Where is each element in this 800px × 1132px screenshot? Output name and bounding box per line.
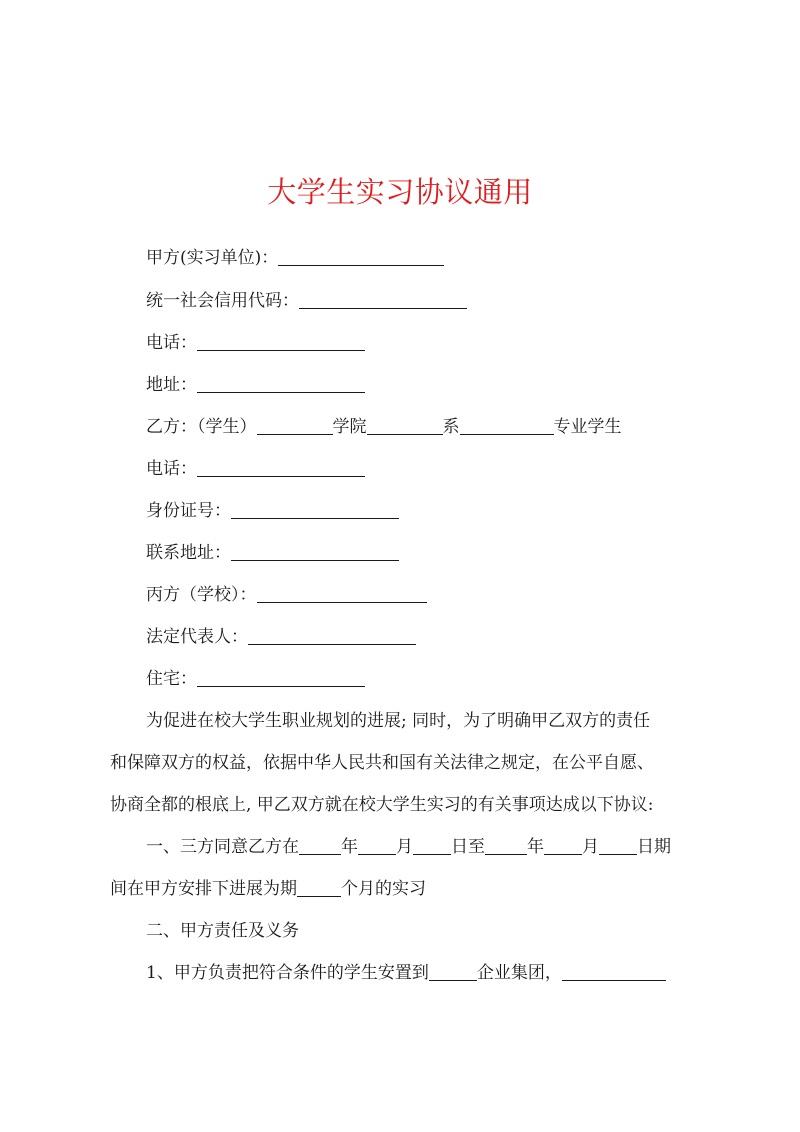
clause-1-prefix: 一、三方同意乙方在 [146, 837, 299, 857]
phone-b-blank[interactable] [197, 458, 365, 477]
start-day-blank[interactable] [413, 836, 451, 855]
start-year-label: 年 [341, 837, 358, 857]
legal-rep-label: 法定代表人： [146, 627, 248, 647]
document-title: 大学生实习协议通用 [267, 175, 533, 209]
field-legal-rep [146, 625, 416, 649]
major-student-label: 专业学生 [553, 417, 622, 437]
day-to-label: 日至 [451, 837, 485, 857]
day-period-label: 日期 [637, 837, 671, 857]
credit-code-blank[interactable] [299, 290, 467, 309]
field-party-c [146, 583, 427, 607]
months-blank[interactable] [297, 878, 341, 897]
department-label: 系 [442, 417, 460, 437]
section-2-heading: 二、甲方责任及义务 [146, 921, 299, 941]
college-label: 学院 [332, 417, 367, 437]
id-number-blank[interactable] [231, 500, 399, 519]
start-month-label: 月 [396, 837, 413, 857]
party-b-name-blank[interactable] [257, 416, 333, 435]
phone-a-label: 电话： [146, 333, 197, 353]
item-1-trailing-blank[interactable] [562, 962, 666, 981]
item-1-line [146, 961, 666, 985]
contact-address-label: 联系地址： [146, 543, 231, 563]
clause-1-line-2 [110, 877, 426, 901]
address-a-blank[interactable] [197, 374, 365, 393]
item-1-middle: 企业集团， [476, 963, 562, 983]
party-a-label: 甲方(实习单位)： [146, 248, 279, 268]
item-1-prefix: 1、甲方负责把符合条件的学生安置到 [146, 963, 429, 983]
party-b-label: 乙方：（学生） [146, 417, 257, 437]
end-month-blank[interactable] [544, 836, 582, 855]
preamble-line-3: 协商全都的根底上, 甲乙双方就在校大学生实习的有关事项达成以下协议: [110, 795, 654, 815]
field-address-a [146, 373, 365, 397]
address-a-label: 地址： [146, 375, 197, 395]
college-blank[interactable] [367, 416, 443, 435]
end-month-label: 月 [582, 837, 599, 857]
field-contact-address [146, 541, 399, 565]
field-party-a [146, 246, 444, 270]
credit-code-label: 统一社会信用代码： [146, 291, 299, 311]
department-blank[interactable] [460, 416, 554, 435]
end-year-blank[interactable] [485, 836, 527, 855]
end-day-blank[interactable] [599, 836, 637, 855]
end-year-label: 年 [527, 837, 544, 857]
start-month-blank[interactable] [358, 836, 396, 855]
clause-1-line2-prefix: 间在甲方安排下进展为期 [110, 879, 297, 899]
residence-blank[interactable] [197, 668, 365, 687]
phone-a-blank[interactable] [197, 332, 365, 351]
party-c-label: 丙方（学校）： [146, 585, 257, 605]
clause-1-line2-suffix: 个月的实习 [341, 879, 426, 899]
party-a-blank[interactable] [278, 247, 444, 266]
field-phone-b [146, 457, 365, 481]
start-year-blank[interactable] [299, 836, 341, 855]
party-c-blank[interactable] [257, 584, 427, 603]
id-number-label: 身份证号： [146, 501, 231, 521]
field-credit-code [146, 289, 467, 313]
clause-1-line-1 [146, 835, 671, 859]
field-residence [146, 667, 365, 691]
field-party-b [146, 415, 622, 439]
phone-b-label: 电话： [146, 459, 197, 479]
field-phone-a [146, 331, 365, 355]
preamble-line-1: 为促进在校大学生职业规划的进展; 同时，为了明确甲乙双方的责任 [146, 711, 651, 731]
legal-rep-blank[interactable] [248, 626, 416, 645]
contact-address-blank[interactable] [231, 542, 399, 561]
preamble-line-2: 和保障双方的权益，依据中华人民共和国有关法律之规定，在公平自愿、 [110, 753, 654, 773]
company-blank[interactable] [429, 962, 477, 981]
field-id-number [146, 499, 399, 523]
residence-label: 住宅： [146, 669, 197, 689]
